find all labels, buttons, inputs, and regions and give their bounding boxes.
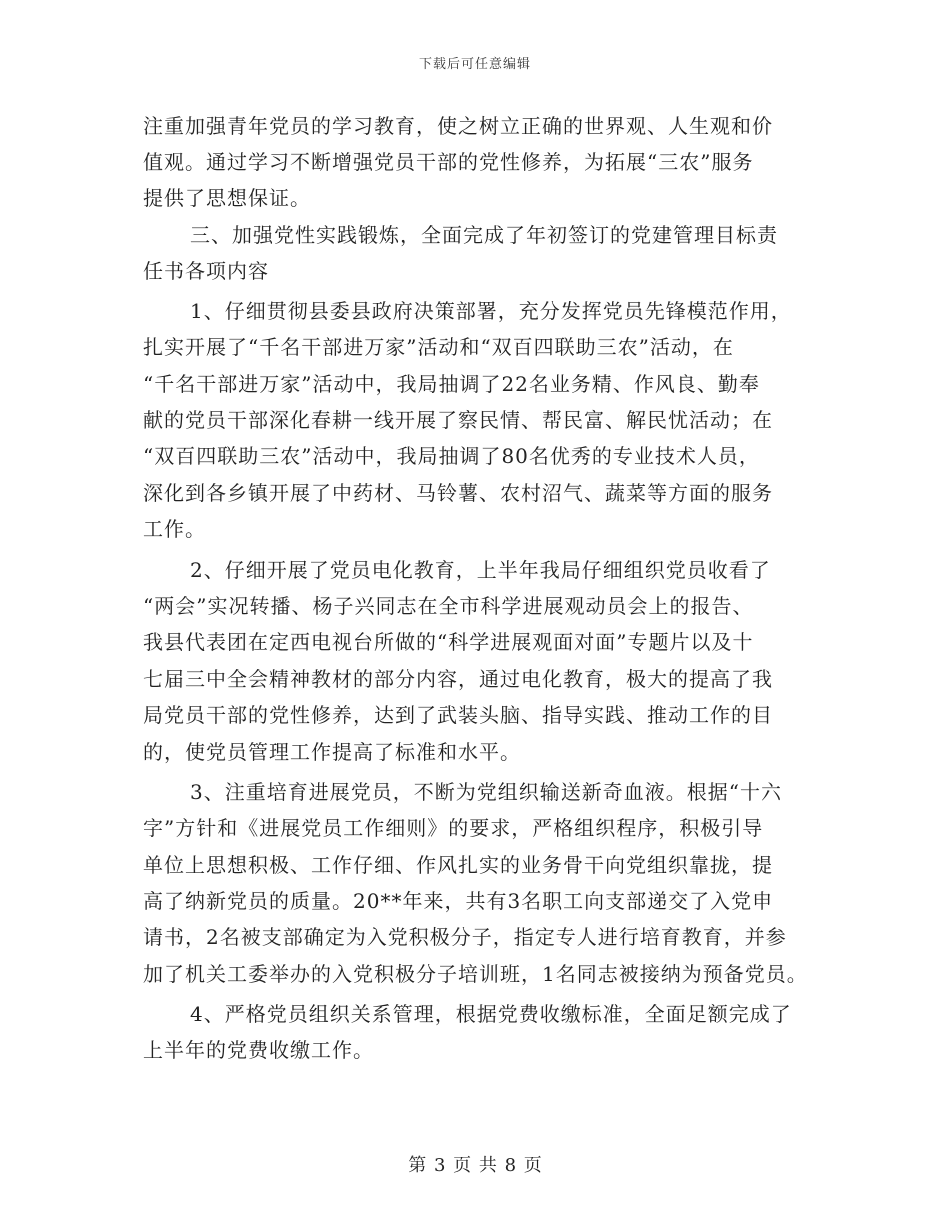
text-line: 深化到各乡镇开展了中药材、马铃薯、农村沼气、蔬菜等方面的服务 bbox=[143, 481, 773, 505]
text-line: 任书各项内容 bbox=[143, 259, 269, 283]
text-line: 高了纳新党员的质量。20**年来，共有3名职工向支部递交了入党申 bbox=[143, 889, 774, 913]
text-line: 提供了思想保证。 bbox=[143, 186, 311, 210]
text-line: 1、仔细贯彻县委县政府决策部署，充分发挥党员先锋模范作用， bbox=[190, 299, 792, 323]
text-line: 上半年的党费收缴工作。 bbox=[143, 1038, 374, 1062]
text-line: 三、加强党性实践锻炼，全面完成了年初签订的党建管理目标责 bbox=[190, 223, 778, 247]
page-footer: 第 3 页 共 8 页 bbox=[408, 1155, 542, 1176]
text-line: 注重加强青年党员的学习教育，使之树立正确的世界观、人生观和价 bbox=[143, 114, 773, 138]
text-line: 我县代表团在定西电视台所做的“科学进展观面对面”专题片以及十 bbox=[143, 630, 754, 654]
text-line: 字”方针和《进展党员工作细则》的要求，严格组织程序，积极引导 bbox=[143, 816, 764, 840]
text-line: “双百四联助三农”活动中，我局抽调了80名优秀的专业技术人员， bbox=[143, 444, 760, 468]
text-line: 2、仔细开展了党员电化教育，上半年我局仔细组织党员收看了 bbox=[190, 558, 771, 582]
text-line: 3、注重培育进展党员，不断为党组织输送新奇血液。根据“十六 bbox=[190, 780, 782, 804]
text-line: 扎实开展了“千名干部进万家”活动和“双百四联助三农”活动，在 bbox=[143, 335, 734, 359]
text-line: 七届三中全会精神教材的部分内容，通过电化教育，极大的提高了我 bbox=[143, 667, 773, 691]
text-line: 请书，2名被支部确定为入党积极分子，指定专人进行培育教育，并参 bbox=[143, 925, 787, 949]
text-line: 加了机关工委举办的入党积极分子培训班，1名同志被接纳为预备党员。 bbox=[143, 962, 808, 986]
text-line: 值观。通过学习不断增强党员干部的党性修养，为拓展“三农”服务 bbox=[143, 150, 754, 174]
text-line: “千名干部进万家”活动中，我局抽调了22名业务精、作风良、勤奉 bbox=[143, 372, 760, 396]
text-line: 4、严格党员组织关系管理，根据党费收缴标准，全面足额完成了 bbox=[190, 1002, 792, 1026]
text-line: 的，使党员管理工作提高了标准和水平。 bbox=[143, 740, 521, 764]
text-line: 献的党员干部深化春耕一线开展了察民情、帮民富、解民忧活动；在 bbox=[143, 408, 773, 432]
text-line: 单位上思想积极、工作仔细、作风扎实的业务骨干向党组织靠拢，提 bbox=[143, 853, 773, 877]
text-line: “两会”实况转播、杨子兴同志在全市科学进展观动员会上的报告、 bbox=[143, 594, 754, 618]
text-line: 局党员干部的党性修养，达到了武装头脑、指导实践、推动工作的目 bbox=[143, 703, 773, 727]
text-line: 工作。 bbox=[143, 517, 206, 541]
page-header: 下载后可任意编辑 bbox=[418, 57, 531, 72]
